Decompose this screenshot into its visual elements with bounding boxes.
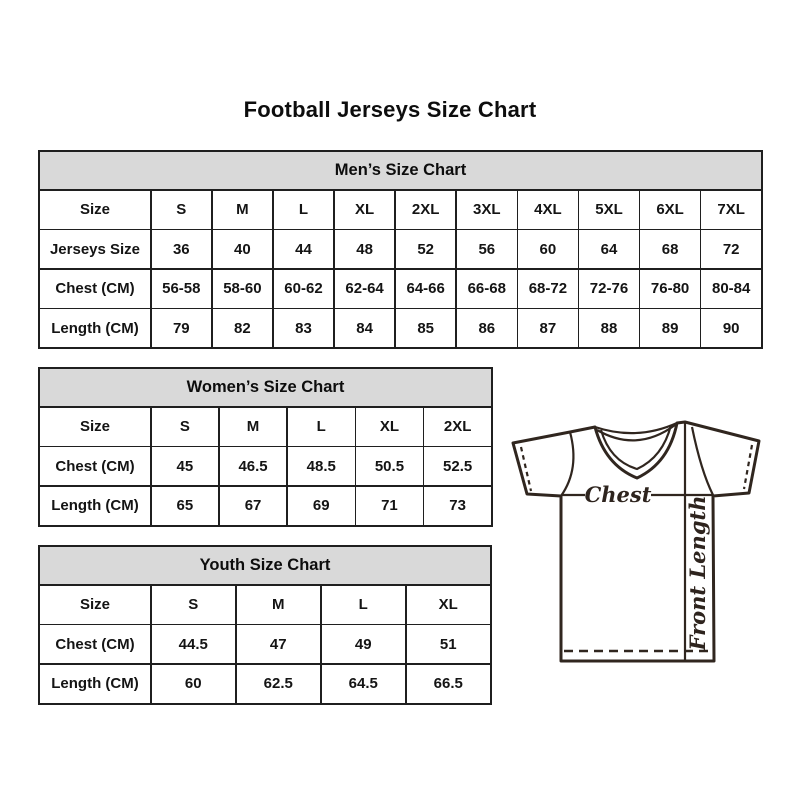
mens-row-label: Length (CM) — [40, 309, 150, 347]
womens-row-label: Size — [40, 408, 150, 446]
mens-cell-r1c5: 52 — [396, 230, 456, 268]
mens-cell-r1c4: 48 — [335, 230, 395, 268]
mens-cell-r0c2: M — [213, 191, 273, 229]
mens-cell-r2c7: 68-72 — [518, 270, 578, 308]
mens-cell-r1c3: 44 — [274, 230, 334, 268]
mens-cell-r2c4: 62-64 — [335, 270, 395, 308]
youth-cell-r2c4: 66.5 — [407, 665, 491, 703]
mens-cell-r0c7: 4XL — [518, 191, 578, 229]
womens-size-table — [38, 367, 493, 527]
womens-cell-r0c3: L — [288, 408, 355, 446]
mens-size-table — [38, 150, 763, 349]
chest-label: Chest — [584, 482, 652, 507]
mens-cell-r1c9: 68 — [640, 230, 700, 268]
womens-cell-r2c3: 69 — [288, 487, 355, 525]
womens-cell-r1c1: 45 — [152, 447, 219, 485]
womens-cell-r1c3: 48.5 — [288, 447, 355, 485]
womens-cell-r1c5: 52.5 — [424, 447, 491, 485]
mens-cell-r3c10: 90 — [701, 309, 761, 347]
mens-cell-r1c7: 60 — [518, 230, 578, 268]
youth-cell-r0c3: L — [322, 586, 406, 624]
womens-cell-r0c2: M — [220, 408, 287, 446]
mens-cell-r3c9: 89 — [640, 309, 700, 347]
mens-row-label: Size — [40, 191, 150, 229]
mens-cell-r3c4: 84 — [335, 309, 395, 347]
mens-cell-r3c1: 79 — [152, 309, 212, 347]
mens-cell-r1c10: 72 — [701, 230, 761, 268]
mens-cell-r3c5: 85 — [396, 309, 456, 347]
youth-cell-r0c2: M — [237, 586, 321, 624]
mens-cell-r1c6: 56 — [457, 230, 517, 268]
mens-cell-r3c8: 88 — [579, 309, 639, 347]
front-length-label: Front Length — [685, 495, 710, 651]
page-title: Football Jerseys Size Chart — [243, 97, 537, 122]
mens-cell-r0c3: L — [274, 191, 334, 229]
mens-cell-r3c7: 87 — [518, 309, 578, 347]
mens-cell-r1c2: 40 — [213, 230, 273, 268]
womens-cell-r1c2: 46.5 — [220, 447, 287, 485]
mens-cell-r2c10: 80-84 — [701, 270, 761, 308]
youth-cell-r1c3: 49 — [322, 625, 406, 663]
mens-cell-r1c1: 36 — [152, 230, 212, 268]
youth-row-label: Chest (CM) — [40, 625, 150, 663]
youth-table-title: Youth Size Chart — [40, 547, 490, 584]
youth-cell-r1c1: 44.5 — [152, 625, 236, 663]
womens-cell-r0c5: 2XL — [424, 408, 491, 446]
youth-cell-r2c1: 60 — [152, 665, 236, 703]
youth-cell-r1c4: 51 — [407, 625, 491, 663]
mens-cell-r0c10: 7XL — [701, 191, 761, 229]
mens-cell-r2c2: 58-60 — [213, 270, 273, 308]
womens-cell-r0c4: XL — [356, 408, 423, 446]
mens-cell-r0c6: 3XL — [457, 191, 517, 229]
youth-cell-r0c1: S — [152, 586, 236, 624]
youth-row-label: Length (CM) — [40, 665, 150, 703]
youth-row-label: Size — [40, 586, 150, 624]
mens-cell-r3c2: 82 — [213, 309, 273, 347]
mens-table-title: Men’s Size Chart — [40, 152, 761, 189]
mens-cell-r0c4: XL — [335, 191, 395, 229]
youth-cell-r0c4: XL — [407, 586, 491, 624]
mens-cell-r2c6: 66-68 — [457, 270, 517, 308]
mens-cell-r2c3: 60-62 — [274, 270, 334, 308]
jersey-measurement-diagram — [498, 405, 770, 667]
womens-cell-r2c2: 67 — [220, 487, 287, 525]
mens-cell-r0c8: 5XL — [579, 191, 639, 229]
youth-cell-r2c2: 62.5 — [237, 665, 321, 703]
womens-row-label: Chest (CM) — [40, 447, 150, 485]
womens-cell-r1c4: 50.5 — [356, 447, 423, 485]
mens-cell-r1c8: 64 — [579, 230, 639, 268]
jersey-icon — [498, 405, 770, 667]
youth-cell-r1c2: 47 — [237, 625, 321, 663]
mens-cell-r2c5: 64-66 — [396, 270, 456, 308]
womens-cell-r2c5: 73 — [424, 487, 491, 525]
womens-cell-r0c1: S — [152, 408, 219, 446]
mens-row-label: Chest (CM) — [40, 270, 150, 308]
mens-cell-r0c5: 2XL — [396, 191, 456, 229]
mens-row-label: Jerseys Size — [40, 230, 150, 268]
womens-cell-r2c1: 65 — [152, 487, 219, 525]
mens-cell-r0c9: 6XL — [640, 191, 700, 229]
womens-row-label: Length (CM) — [40, 487, 150, 525]
jersey-body-outline — [513, 422, 759, 661]
mens-cell-r2c1: 56-58 — [152, 270, 212, 308]
mens-cell-r2c9: 76-80 — [640, 270, 700, 308]
mens-cell-r0c1: S — [152, 191, 212, 229]
mens-cell-r3c3: 83 — [274, 309, 334, 347]
womens-cell-r2c4: 71 — [356, 487, 423, 525]
youth-size-table — [38, 545, 492, 705]
mens-cell-r3c6: 86 — [457, 309, 517, 347]
mens-cell-r2c8: 72-76 — [579, 270, 639, 308]
youth-cell-r2c3: 64.5 — [322, 665, 406, 703]
womens-table-title: Women’s Size Chart — [40, 369, 491, 406]
